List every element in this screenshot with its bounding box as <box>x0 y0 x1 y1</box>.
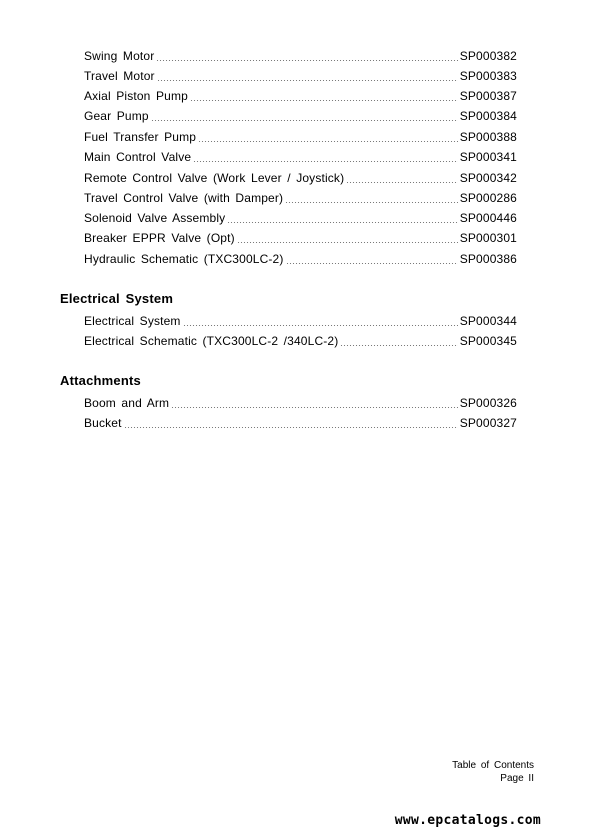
dot-leader <box>198 141 458 142</box>
dot-leader <box>285 202 458 203</box>
dot-leader <box>156 60 457 61</box>
toc-entry[interactable] <box>84 396 517 412</box>
toc-entry-title: Main Control Valve <box>84 150 192 164</box>
toc-entry[interactable] <box>84 314 517 330</box>
section-heading-electrical: Electrical System <box>60 291 174 306</box>
toc-entry-code: SP000341 <box>459 150 517 164</box>
toc-entry-title: Electrical System <box>84 314 181 328</box>
toc-entry-code: SP000286 <box>459 191 517 205</box>
dot-leader <box>171 407 458 408</box>
toc-entry[interactable] <box>84 191 517 207</box>
toc-entry-title: Travel Control Valve (with Damper) <box>84 191 284 205</box>
toc-entry-code: SP000382 <box>459 49 517 63</box>
toc-entry[interactable] <box>84 211 517 227</box>
toc-entry[interactable] <box>84 334 517 350</box>
toc-entry-code: SP000326 <box>459 396 517 410</box>
dot-leader <box>190 100 458 101</box>
dot-leader <box>237 242 458 243</box>
toc-entry-title: Travel Motor <box>84 69 155 83</box>
toc-entry-title: Boom and Arm <box>84 396 170 410</box>
toc-entry[interactable] <box>84 252 517 268</box>
toc-entry-code: SP000344 <box>459 314 517 328</box>
toc-entry[interactable] <box>84 150 517 166</box>
dot-leader <box>340 345 457 346</box>
dot-leader <box>151 120 458 121</box>
footer-page-number: Page II <box>500 773 534 784</box>
toc-entry-code: SP000342 <box>459 171 517 185</box>
toc-entry-code: SP000301 <box>459 231 517 245</box>
toc-entry-title: Bucket <box>84 416 122 430</box>
toc-entry-code: SP000384 <box>459 109 517 123</box>
toc-entry-title: Axial Piston Pump <box>84 89 188 103</box>
toc-entry[interactable] <box>84 231 517 247</box>
toc-entry[interactable] <box>84 89 517 105</box>
toc-entry-code: SP000345 <box>459 334 517 348</box>
section-heading-attachments: Attachments <box>60 373 141 388</box>
toc-entry-title: Breaker EPPR Valve (Opt) <box>84 231 235 245</box>
dot-leader <box>227 222 457 223</box>
toc-entry-code: SP000327 <box>459 416 517 430</box>
dot-leader <box>346 182 458 183</box>
dot-leader <box>157 80 458 81</box>
dot-leader <box>124 427 458 428</box>
toc-entry-title: Swing Motor <box>84 49 155 63</box>
dot-leader <box>183 325 458 326</box>
toc-entry[interactable] <box>84 130 517 146</box>
toc-entry-title: Fuel Transfer Pump <box>84 130 197 144</box>
dot-leader <box>286 263 458 264</box>
watermark-url[interactable]: www.epcatalogs.com <box>394 813 541 828</box>
toc-entry-code: SP000386 <box>459 252 517 266</box>
footer-doc-title: Table of Contents <box>452 760 534 771</box>
toc-entry[interactable] <box>84 109 517 125</box>
toc-entry[interactable] <box>84 416 517 432</box>
toc-entry-title: Solenoid Valve Assembly <box>84 211 226 225</box>
toc-entry[interactable] <box>84 171 517 187</box>
toc-entry-title: Remote Control Valve (Work Lever / Joystick) <box>84 171 345 185</box>
toc-entry-title: Hydraulic Schematic (TXC300LC-2) <box>84 252 284 266</box>
toc-entry-code: SP000387 <box>459 89 517 103</box>
toc-entry-code: SP000446 <box>459 211 517 225</box>
toc-entry-code: SP000388 <box>459 130 517 144</box>
toc-entry[interactable] <box>84 69 517 85</box>
toc-entry-title: Gear Pump <box>84 109 149 123</box>
toc-entry[interactable] <box>84 49 517 65</box>
toc-entry-code: SP000383 <box>459 69 517 83</box>
toc-entry-title: Electrical Schematic (TXC300LC-2 /340LC-2) <box>84 334 339 348</box>
dot-leader <box>193 161 458 162</box>
